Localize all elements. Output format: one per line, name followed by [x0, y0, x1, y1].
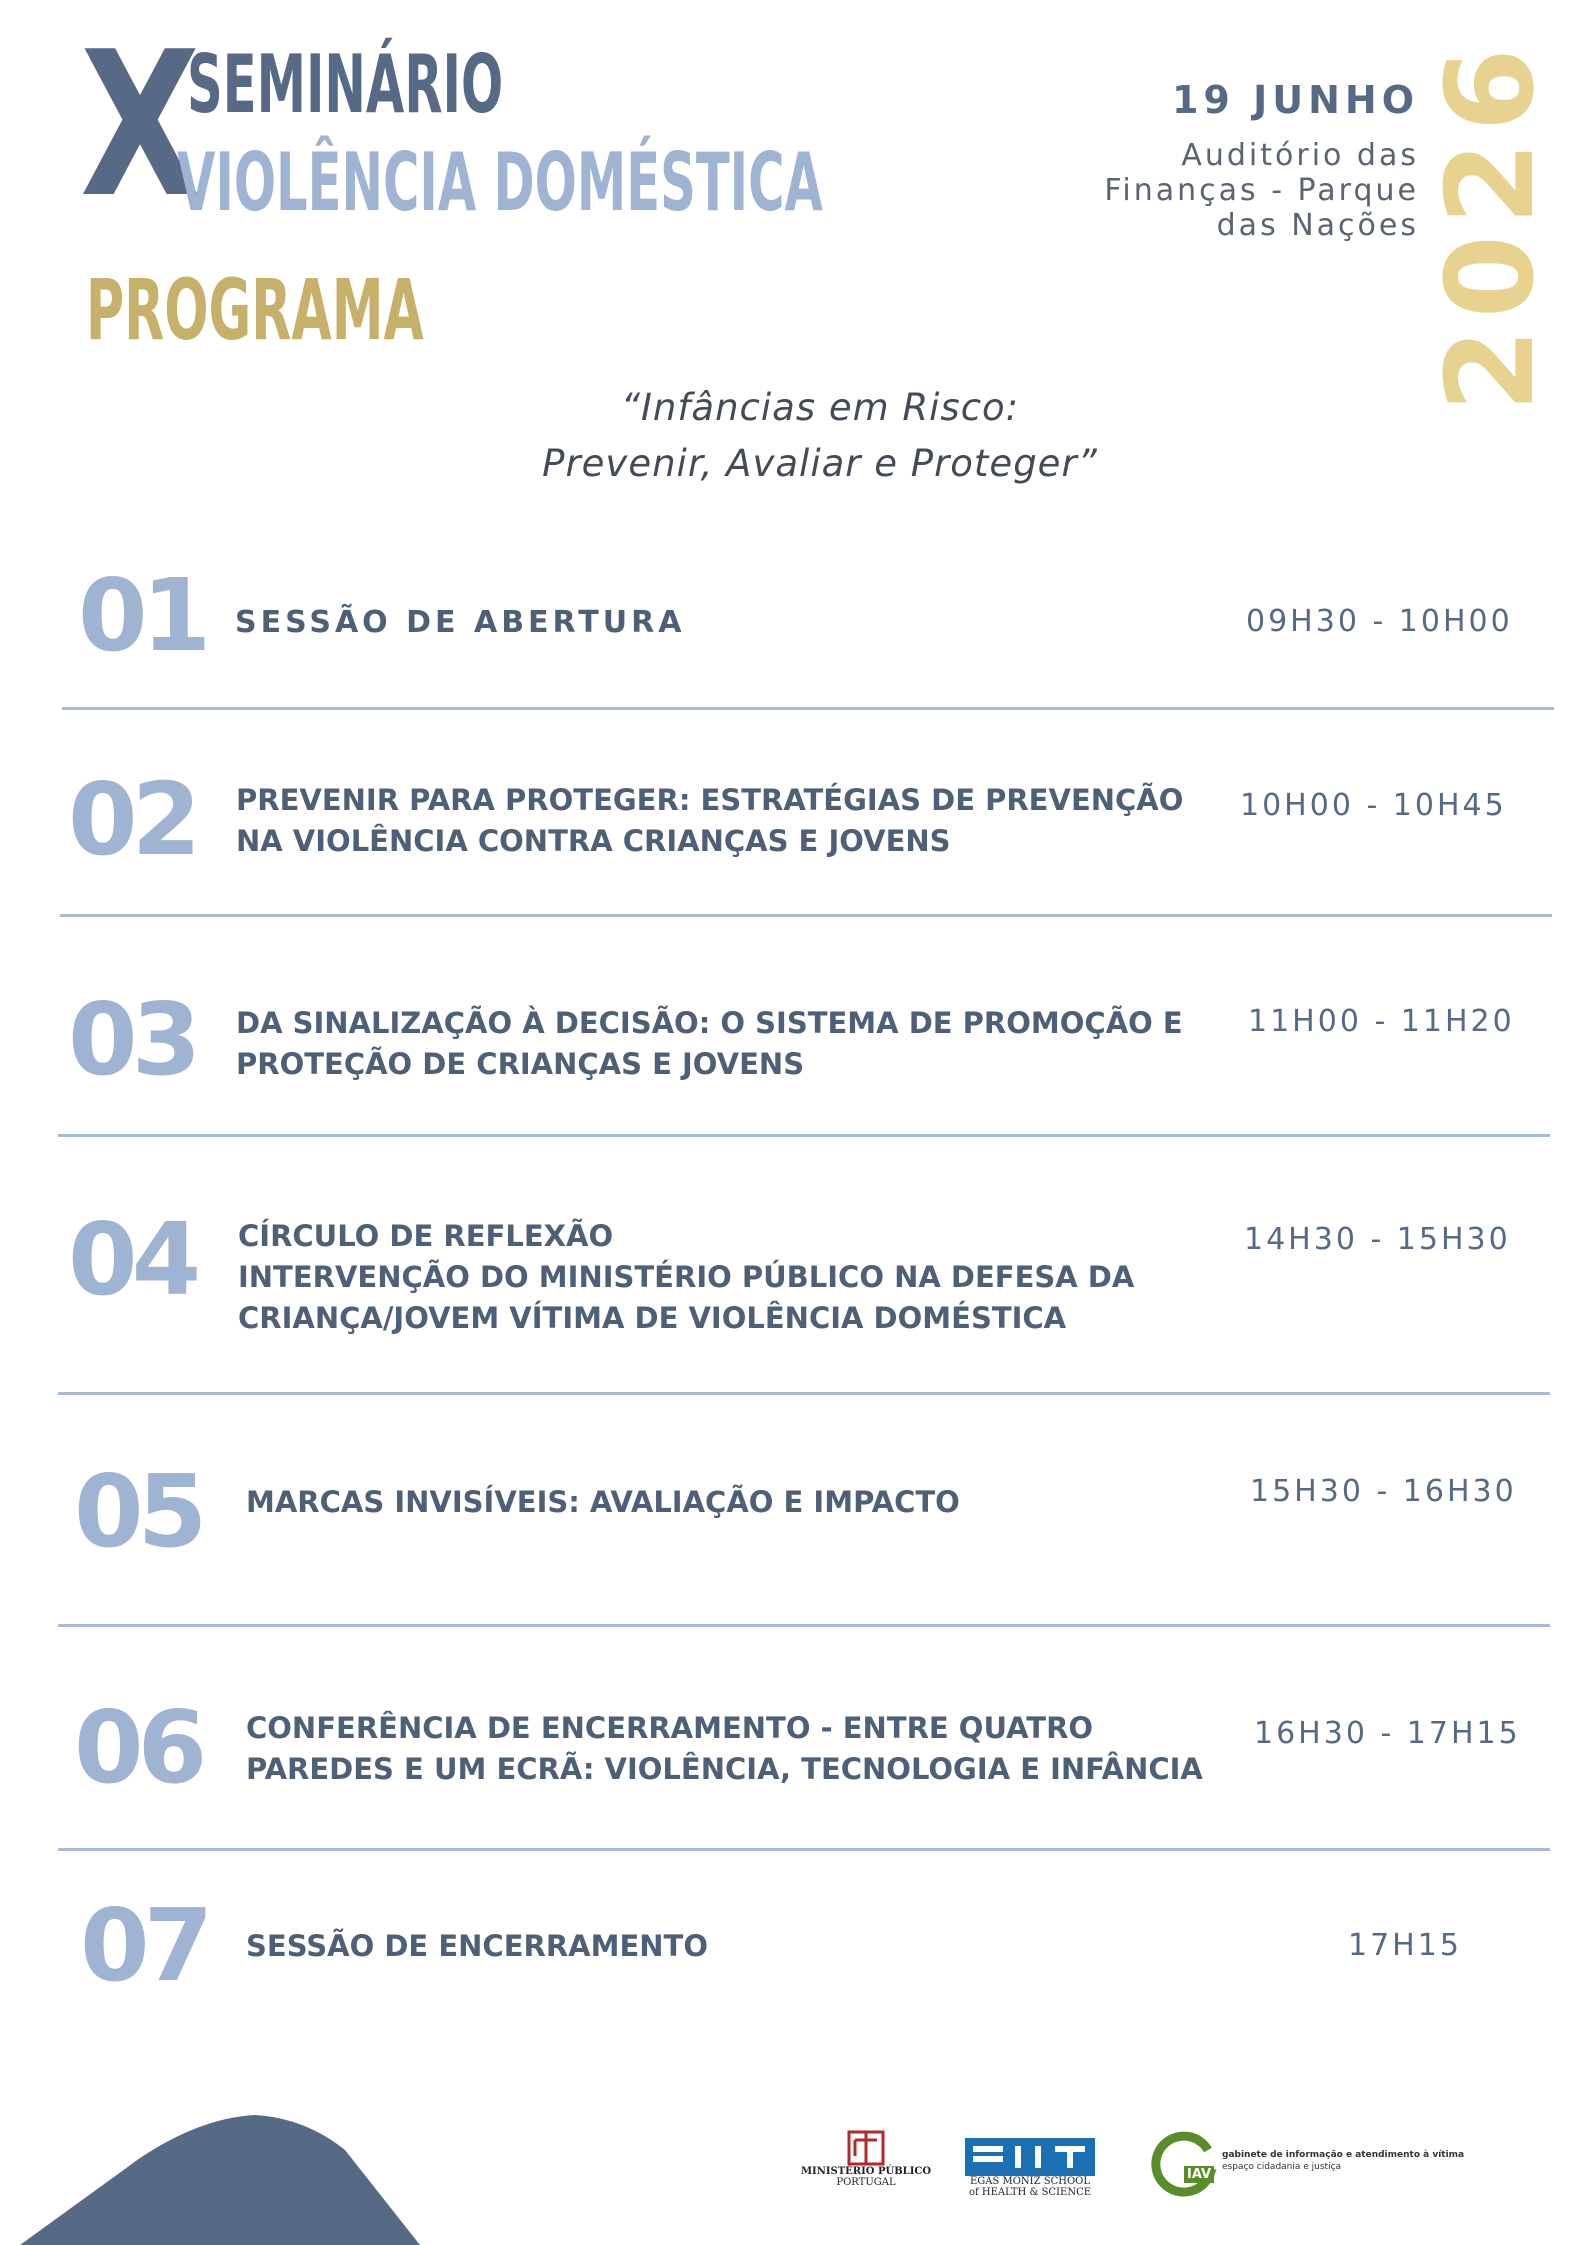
row-separator — [58, 1624, 1550, 1627]
logo-caption: PORTUGAL — [836, 2177, 896, 2188]
session-number: 01 — [78, 557, 206, 674]
logo-ministerio-publico — [800, 2130, 932, 2188]
session-time: 10H00 - 10H45 — [1240, 788, 1507, 823]
session-time: 16H30 - 17H15 — [1254, 1716, 1521, 1751]
quote-line: Prevenir, Avaliar e Proteger” — [542, 442, 1098, 485]
session-title-line: CONFERÊNCIA DE ENCERRAMENTO - ENTRE QUATRO — [246, 1711, 1094, 1745]
session-title-line: DA SINALIZAÇÃO À DECISÃO: O SISTEMA DE PROMOÇÃO E — [236, 1006, 1183, 1040]
quote-line: “Infâncias em Risco: — [620, 386, 1020, 429]
row-separator — [58, 1848, 1550, 1851]
row-separator — [60, 914, 1552, 917]
session-number: 04 — [68, 1201, 196, 1318]
event-venue — [1019, 138, 1419, 243]
session-time: 15H30 - 16H30 — [1250, 1474, 1517, 1509]
session-number: 07 — [80, 1887, 208, 2004]
edition-numeral: X — [80, 9, 201, 242]
venue-line: Finanças - Parque — [1104, 173, 1419, 208]
session-title — [246, 1926, 708, 1967]
giav-mark-text: IAV — [1184, 2166, 1214, 2183]
title-violencia-domestica: VIOLÊNCIA DOMÉSTICA — [177, 136, 823, 229]
session-time: 11H00 - 11H20 — [1248, 1004, 1515, 1039]
session-title-line: PAREDES E UM ECRÃ: VIOLÊNCIA, TECNOLOGIA E INFÂNCIA — [246, 1752, 1203, 1786]
session-title — [246, 1708, 1203, 1790]
theme-quote — [420, 380, 1220, 492]
event-date: 19 JUNHO — [1171, 78, 1419, 122]
session-title-line: NA VIOLÊNCIA CONTRA CRIANÇAS E JOVENS — [236, 824, 951, 858]
row-separator — [62, 707, 1554, 710]
giav-g-mark-icon — [1148, 2130, 1218, 2200]
session-title — [235, 602, 685, 643]
row-separator — [58, 1392, 1550, 1395]
session-number: 06 — [74, 1689, 202, 1806]
ministerio-emblem-icon — [847, 2130, 885, 2166]
decorative-mound — [0, 2110, 440, 2245]
session-title-line: MARCAS INVISÍVEIS: AVALIAÇÃO E IMPACTO — [246, 1485, 960, 1519]
session-number: 03 — [68, 981, 196, 1098]
session-number: 02 — [68, 761, 196, 878]
session-number: 05 — [74, 1453, 202, 1570]
logo-caption: espaço cidadania e justiça — [1222, 2162, 1342, 2172]
session-title — [236, 1003, 1183, 1085]
session-title-line: PROTEÇÃO DE CRIANÇAS E JOVENS — [236, 1047, 805, 1081]
title-seminario: SEMINÁRIO — [187, 38, 504, 131]
logo-caption: of HEALTH & SCIENCE — [968, 2187, 1092, 2198]
venue-line: das Nações — [1216, 208, 1419, 243]
logo-caption: gabinete de informação e atendimento à vítima — [1222, 2150, 1465, 2160]
logo-caption: EGAS MONIZ SCHOOL — [969, 2176, 1091, 2187]
logo-egas-moniz — [960, 2138, 1100, 2198]
subtitle-programa: PROGRAMA — [86, 261, 424, 359]
logo-caption: MINISTÉRIO PÚBLICO — [800, 2166, 932, 2177]
session-title-line: CÍRCULO DE REFLEXÃO — [238, 1219, 614, 1253]
egas-moniz-mark-icon — [965, 2138, 1095, 2176]
venue-line: Auditório das — [1181, 138, 1419, 173]
session-title — [236, 780, 1183, 862]
session-title — [246, 1482, 960, 1523]
session-title-line: PREVENIR PARA PROTEGER: ESTRATÉGIAS DE PREVENÇÃO — [236, 783, 1184, 817]
session-title-line: INTERVENÇÃO DO MINISTÉRIO PÚBLICO NA DEFESA DA — [238, 1260, 1135, 1294]
row-separator — [58, 1134, 1550, 1137]
session-title-line: CRIANÇA/JOVEM VÍTIMA DE VIOLÊNCIA DOMÉSTICA — [238, 1301, 1067, 1335]
session-title-line: SESSÃO DE ENCERRAMENTO — [246, 1929, 708, 1963]
session-time: 09H30 - 10H00 — [1246, 604, 1513, 639]
session-time: 14H30 - 15H30 — [1244, 1222, 1511, 1257]
session-title — [238, 1216, 1134, 1339]
session-title-line: SESSÃO DE ABERTURA — [235, 605, 686, 640]
event-year: 2026 — [1422, 38, 1561, 412]
logo-giav — [1148, 2130, 1465, 2200]
session-time: 17H15 — [1348, 1928, 1462, 1963]
